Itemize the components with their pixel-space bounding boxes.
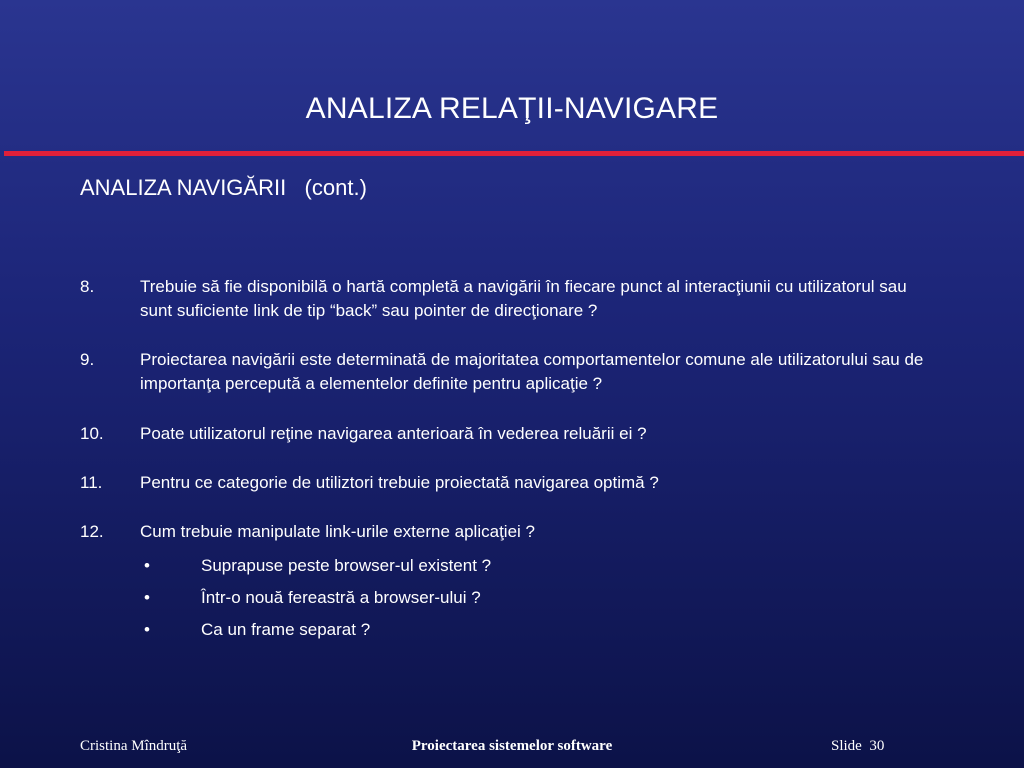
- slide-subtitle: ANALIZA NAVIGĂRII (cont.): [80, 175, 367, 200]
- sub-bullet-text: Suprapuse peste browser-ul existent ?: [201, 556, 492, 575]
- list-item-text: Poate utilizatorul reţine navigarea anterioară în vederea reluării ei ?: [140, 424, 647, 443]
- list-item-number: 10.: [80, 424, 104, 443]
- bullet-icon: •: [144, 620, 150, 639]
- sub-bullet-text: Ca un frame separat ?: [201, 620, 371, 639]
- bullet-icon: •: [144, 556, 150, 575]
- list-item-text: Cum trebuie manipulate link-urile externe aplicaţiei ?: [140, 522, 535, 541]
- bullet-icon: •: [144, 588, 150, 607]
- sub-bullet-text: Într-o nouă fereastră a browser-ului ?: [201, 588, 481, 607]
- list-item-number: 11.: [80, 473, 103, 492]
- slide-title: ANALIZA RELAŢII-NAVIGARE: [305, 92, 719, 125]
- footer-author: Cristina Mîndruţă: [80, 738, 188, 754]
- footer-slide-number: Slide 30: [831, 738, 885, 754]
- list-item-text: Proiectarea navigării este determinată de majoritatea comportamentelor comune ale utilizatorului sau de importanţa percepută a elementelor definite pentru aplicaţie ?: [140, 350, 924, 393]
- title-divider: [4, 151, 1024, 156]
- list-item-text: Trebuie să fie disponibilă o hartă completă a navigării în fiecare punct al interacţiunii cu utilizatorul sau sunt suficiente link de tip “back” sau pointer de direcţionare ?: [140, 277, 907, 320]
- list-item-number: 8.: [80, 277, 95, 296]
- list-item-number: 9.: [80, 350, 95, 369]
- list-item-number: 12.: [80, 522, 104, 541]
- list-item-text: Pentru ce categorie de utiliztori trebuie proiectată navigarea optimă ?: [140, 473, 659, 492]
- footer-course-title: Proiectarea sistemelor software: [411, 738, 613, 754]
